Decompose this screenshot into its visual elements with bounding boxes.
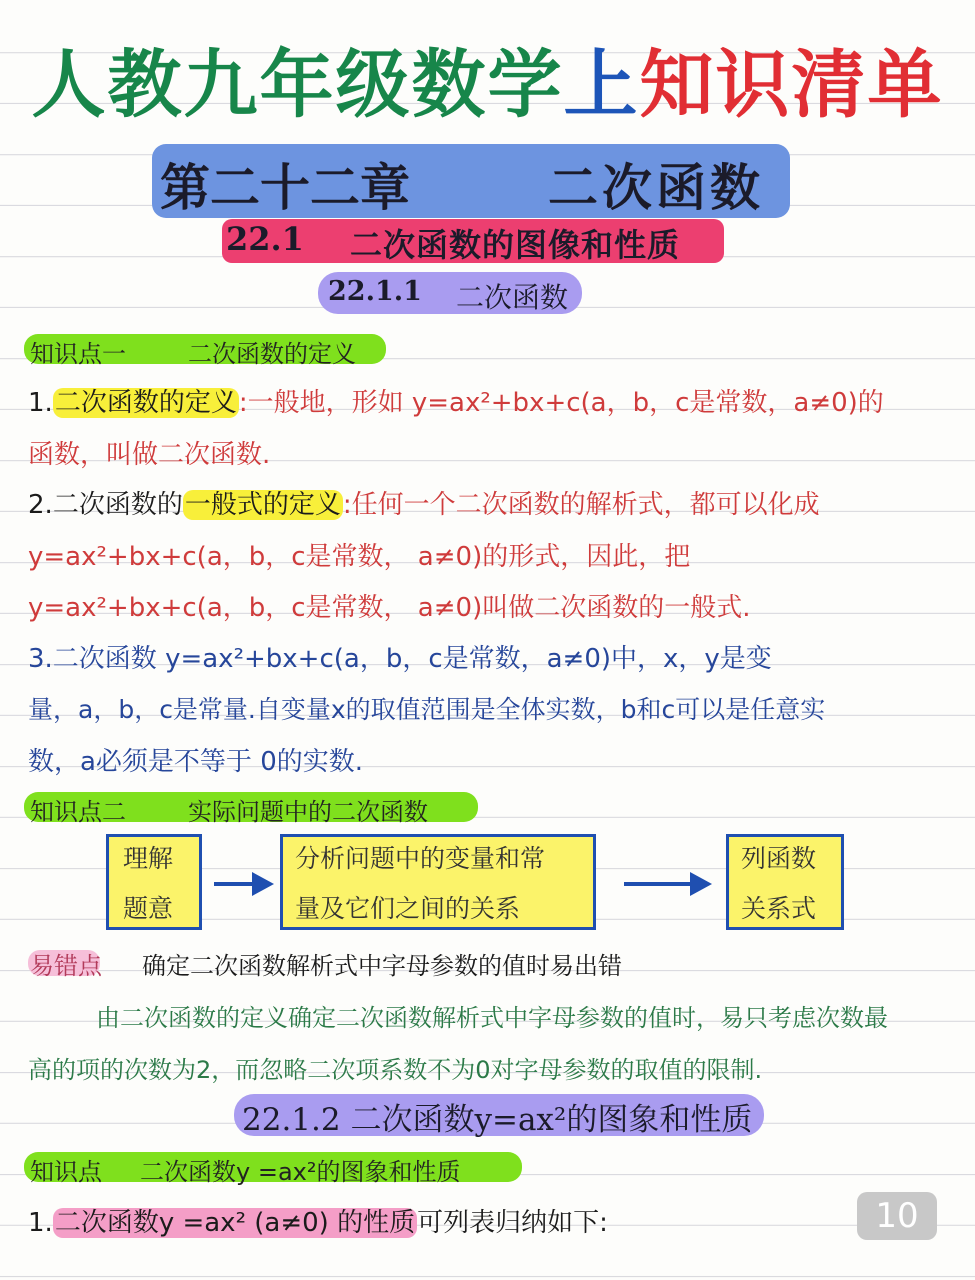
arrow-right-icon [624, 882, 692, 886]
knowledge-point-title: 实际问题中的二次函数 [188, 798, 428, 826]
item-number: 1. [28, 1208, 53, 1238]
flow-step-text: 列函数 [741, 844, 817, 873]
variable-note-line: 数，a必须是不等于 0的实数. [28, 747, 364, 777]
subsection-number: 22.1.1 [328, 276, 422, 307]
title-part-grade: 人教九年级数学 [31, 42, 564, 128]
error-point-explanation: 由二次函数的定义确定二次函数解析式中字母参数的值时，易只考虑次数最 [96, 1004, 888, 1032]
flow-step-text: 关系式 [741, 894, 817, 923]
subsection-title: 22.1.2 二次函数y=ax²的图象和性质 [242, 1102, 753, 1138]
general-form-line [28, 484, 820, 521]
flow-step-text: 量及它们之间的关系 [295, 894, 521, 923]
subsection-title: 二次函数 [456, 281, 569, 314]
item-number: 1. [28, 388, 53, 418]
item-lead: 二次函数的 [52, 490, 183, 520]
knowledge-point-title: 二次函数的定义 [188, 340, 356, 368]
highlighted-term: 一般式的定义 [184, 490, 341, 520]
arrow-right-icon [214, 882, 254, 886]
flow-step-text: 题意 [123, 894, 174, 923]
definition-line [28, 382, 884, 419]
main-title [0, 26, 975, 132]
general-form-text: :任何一个二次函数的解析式，都可以化成 [342, 490, 820, 520]
variable-note-line: 量，a，b，c是常量.自变量x的取值范围是全体实数，b和c可以是任意实 [28, 695, 826, 724]
property-text: 可列表归纳如下: [417, 1208, 608, 1238]
knowledge-point-title: 二次函数y =ax²的图象和性质 [140, 1158, 461, 1186]
general-form-text-continued: y=ax²+bx+c(a，b，c是常数， a≠0)的形式，因此，把 [28, 542, 691, 572]
flow-step-analyze [280, 834, 596, 930]
property-line [28, 1202, 608, 1239]
knowledge-point-label: 知识点 [30, 1158, 102, 1186]
definition-text: :一般地，形如 y=ax²+bx+c(a，b，c是常数，a≠0)的 [238, 388, 884, 418]
error-point-label: 易错点 [30, 952, 102, 980]
section-number: 22.1 [226, 220, 304, 258]
chapter-label: 第二十二章 [160, 158, 410, 217]
arrow-right-icon [252, 872, 274, 896]
item-number: 2. [28, 490, 53, 520]
page-number-badge: 10 [857, 1192, 937, 1240]
variable-note-line: 3.二次函数 y=ax²+bx+c(a，b，c是常数，a≠0)中，x，y是变 [28, 644, 772, 674]
definition-text-continued: 函数，叫做二次函数. [28, 440, 271, 470]
arrow-right-icon [690, 872, 712, 896]
flow-step-text: 理解 [123, 844, 174, 873]
title-part-list: 知识清单 [639, 42, 944, 128]
chapter-name: 二次函数 [548, 158, 764, 217]
flow-step-text: 分析问题中的变量和常 [295, 844, 546, 873]
highlighted-term: 二次函数y =ax² (a≠0) 的性质 [54, 1208, 416, 1238]
flow-step-function [726, 834, 844, 930]
title-part-volume: 上 [563, 42, 640, 128]
general-form-text-continued: y=ax²+bx+c(a，b，c是常数， a≠0)叫做二次函数的一般式. [28, 593, 751, 623]
error-point-explanation: 高的项的次数为2，而忽略二次项系数不为0对字母参数的取值的限制. [28, 1056, 763, 1084]
highlighted-term: 二次函数的定义 [54, 388, 237, 418]
error-point-description: 确定二次函数解析式中字母参数的值时易出错 [142, 952, 622, 980]
section-title: 二次函数的图像和性质 [350, 226, 681, 264]
flow-step-understand [106, 834, 202, 930]
knowledge-point-label: 知识点一 [30, 340, 126, 368]
knowledge-point-label: 知识点二 [30, 798, 126, 826]
